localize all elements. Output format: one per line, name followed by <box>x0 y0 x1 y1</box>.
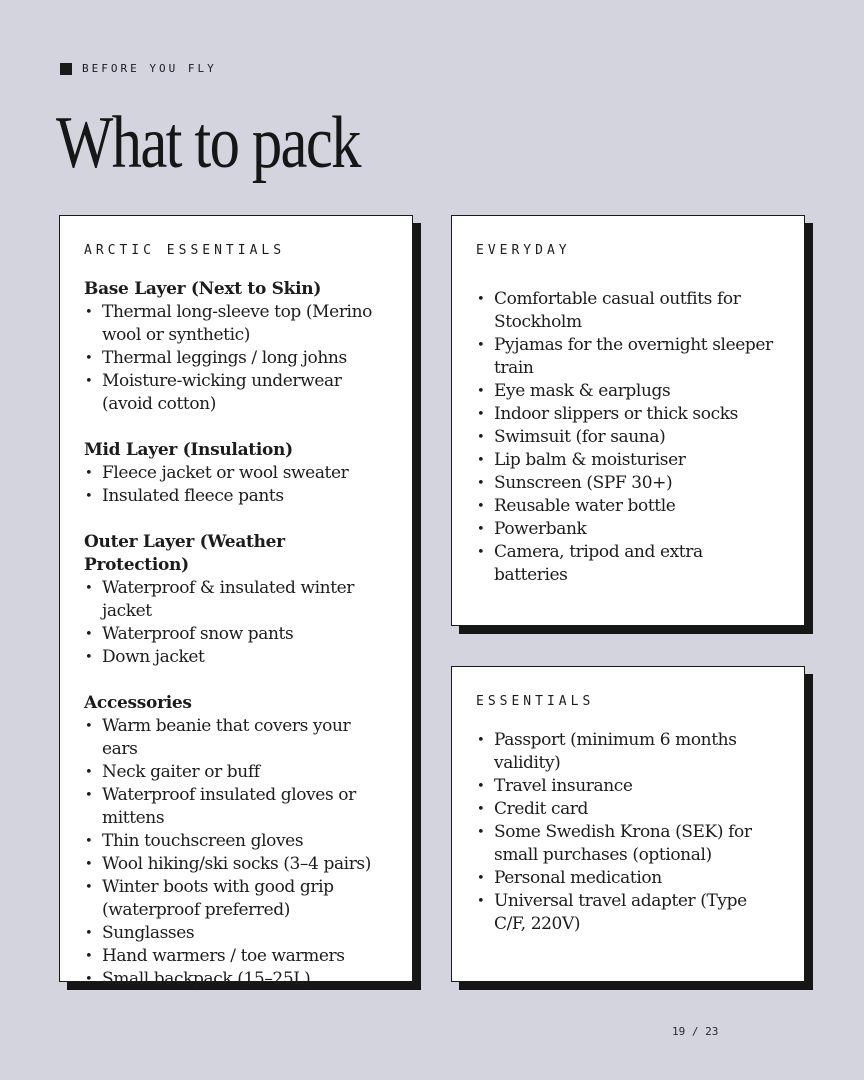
list-item: • Wool hiking/ski socks (3–4 pairs) <box>84 853 388 876</box>
list-item: • Lip balm & moisturiser <box>476 449 780 472</box>
list-item: • Indoor slippers or thick socks <box>476 403 780 426</box>
item-list <box>476 288 780 587</box>
list-item: • Sunscreen (SPF 30+) <box>476 472 780 495</box>
card-label: EVERYDAY <box>476 243 571 258</box>
list-item: • Small backpack (15–25L) <box>84 968 388 991</box>
item-list <box>84 462 388 508</box>
section-title: Outer Layer (Weather Protection) <box>84 532 285 575</box>
list-item: • Thin touchscreen gloves <box>84 830 388 853</box>
list-item: • Hand warmers / toe warmers <box>84 945 388 968</box>
list-item: • Camera, tripod and extra batteries <box>476 541 780 587</box>
list-item: • Passport (minimum 6 months validity) <box>476 729 780 775</box>
list-item: • Thermal long-sleeve top (Merino wool or synthetic) <box>84 301 388 347</box>
list-item: • Eye mask & earplugs <box>476 380 780 403</box>
section-title: Mid Layer (Insulation) <box>84 440 293 460</box>
list-item: • Comfortable casual outfits for Stockholm <box>476 288 780 334</box>
eyebrow-text: BEFORE YOU FLY <box>82 62 217 75</box>
list-item: • Moisture-wicking underwear (avoid cotton) <box>84 370 388 416</box>
mid-layer-section <box>84 439 388 508</box>
list-item: • Travel insurance <box>476 775 780 798</box>
base-layer-section <box>84 278 388 416</box>
list-item: • Waterproof snow pants <box>84 623 388 646</box>
item-list <box>84 577 388 669</box>
list-item: • Swimsuit (for sauna) <box>476 426 780 449</box>
page-title: What to pack <box>56 102 360 184</box>
item-list <box>84 715 388 991</box>
list-item: • Neck gaiter or buff <box>84 761 388 784</box>
item-list <box>84 301 388 416</box>
square-bullet-icon <box>60 63 72 75</box>
list-item: • Thermal leggings / long johns <box>84 347 388 370</box>
list-item: • Credit card <box>476 798 780 821</box>
section-eyebrow <box>60 62 217 75</box>
list-item: • Universal travel adapter (Type C/F, 220V) <box>476 890 780 936</box>
outer-layer-section <box>84 531 388 669</box>
everyday-card <box>451 215 805 626</box>
list-item: • Winter boots with good grip (waterproof preferred) <box>84 876 388 922</box>
accessories-section <box>84 692 388 991</box>
list-item: • Fleece jacket or wool sweater <box>84 462 388 485</box>
card-label: ARCTIC ESSENTIALS <box>84 243 286 258</box>
list-item: • Some Swedish Krona (SEK) for small purchases (optional) <box>476 821 780 867</box>
list-item: • Down jacket <box>84 646 388 669</box>
list-item: • Waterproof insulated gloves or mittens <box>84 784 388 830</box>
page-number: 19 / 23 <box>672 1025 719 1038</box>
section-title: Base Layer (Next to Skin) <box>84 279 322 299</box>
arctic-essentials-card <box>59 215 413 989</box>
list-item: • Personal medication <box>476 867 780 890</box>
card-label: ESSENTIALS <box>476 694 595 709</box>
list-item: • Pyjamas for the overnight sleeper train <box>476 334 780 380</box>
list-item: • Warm beanie that covers your ears <box>84 715 388 761</box>
list-item: • Insulated fleece pants <box>84 485 388 508</box>
list-item: • Powerbank <box>476 518 780 541</box>
item-list <box>476 729 780 936</box>
list-item: • Sunglasses <box>84 922 388 945</box>
essentials-card <box>451 666 805 982</box>
section-title: Accessories <box>84 693 192 713</box>
list-item: • Reusable water bottle <box>476 495 780 518</box>
list-item: • Waterproof & insulated winter jacket <box>84 577 388 623</box>
